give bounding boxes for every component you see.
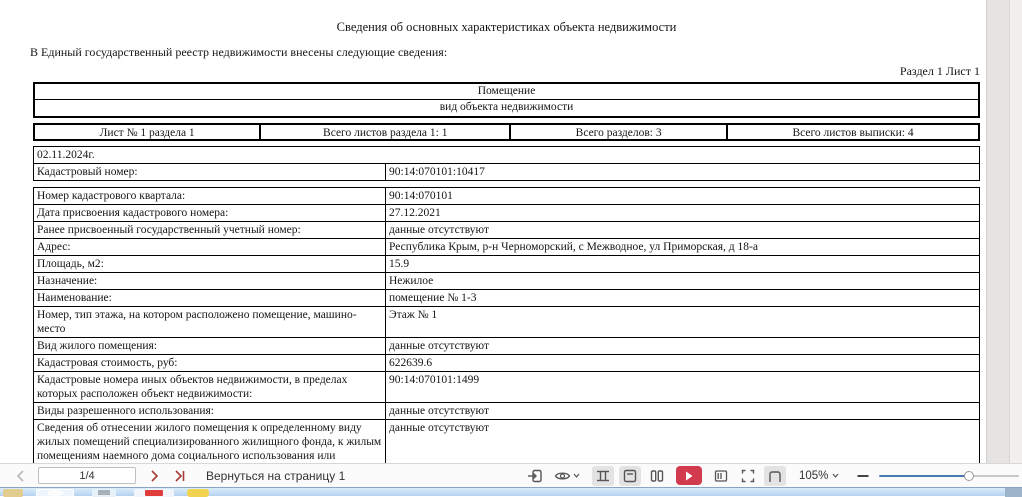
doc-title: Сведения об основных характеристиках объекта недвижимости xyxy=(336,20,677,34)
attribute-label: Виды разрешенного использования: xyxy=(34,403,386,419)
continuous-scroll-icon xyxy=(595,468,611,484)
presentation-play-button[interactable] xyxy=(676,466,702,485)
attribute-label: Сведения об отнесении жилого помещения к определенному виду жилых помещений специализированного жилищного фонда, к жилым помещениям наемного дома социального использования или xyxy=(34,420,386,478)
attribute-label: Номер кадастрового квартала: xyxy=(34,188,386,204)
zoom-slider-track-filled xyxy=(879,475,969,477)
table-row xyxy=(34,338,979,355)
document-scrollbar[interactable] xyxy=(1009,0,1022,463)
zoom-slider-thumb[interactable] xyxy=(964,471,974,481)
viewer-background xyxy=(986,0,1022,463)
single-page-view-button[interactable] xyxy=(619,466,641,486)
chevron-down-icon xyxy=(832,473,839,478)
section-sheet-label: Раздел 1 Лист 1 xyxy=(899,64,980,78)
fullscreen-icon xyxy=(740,468,756,484)
attribute-value: данные отсутствуют xyxy=(389,405,489,417)
play-icon xyxy=(685,471,693,481)
two-page-view-button[interactable] xyxy=(646,466,668,486)
attribute-label: Номер, тип этажа, на котором расположено помещение, машино-место xyxy=(34,307,386,337)
object-type-cell: Помещение xyxy=(35,84,978,100)
attribute-value: данные отсутствуют xyxy=(389,340,489,352)
attribute-value: 90:14:070101 xyxy=(389,190,453,202)
page-enter-icon xyxy=(527,468,543,484)
table-row xyxy=(34,273,979,290)
taskbar-icon[interactable] xyxy=(3,489,23,497)
table-row xyxy=(34,355,979,372)
sheet-info-table xyxy=(33,123,980,141)
sheet-info-cell: Всего разделов: 3 xyxy=(511,125,728,139)
attributes-table xyxy=(33,187,980,479)
chevron-last-icon xyxy=(174,470,186,482)
return-to-page-button[interactable]: Вернуться на страницу 1 xyxy=(206,468,346,483)
attribute-value: Этаж № 1 xyxy=(389,309,438,321)
sheet-info-cell: Лист № 1 раздела 1 xyxy=(35,125,261,139)
taskbar-right-segment xyxy=(1005,488,1022,497)
attribute-value: 90:14:070101:10417 xyxy=(389,166,485,178)
attribute-value: 15.9 xyxy=(389,258,410,270)
minus-icon xyxy=(857,474,869,478)
table-row xyxy=(34,256,979,273)
cadastral-number-box xyxy=(33,146,980,181)
taskbar-icon[interactable] xyxy=(187,489,209,497)
split-page-view-button[interactable] xyxy=(710,466,732,486)
attribute-label: Вид жилого помещения: xyxy=(34,338,386,354)
doc-intro: В Единый государственный реестр недвижимости внесены следующие сведения: xyxy=(30,45,448,59)
date-cell: 02.11.2024г. xyxy=(34,147,979,164)
attribute-label: Назначение: xyxy=(34,273,386,289)
sheet-info-cell: Всего листов раздела 1: 1 xyxy=(261,125,511,139)
zoom-out-button[interactable] xyxy=(854,466,872,486)
table-row xyxy=(34,239,979,256)
fit-frame-button[interactable] xyxy=(764,466,786,486)
chevron-right-icon xyxy=(150,470,159,482)
attribute-value: данные отсутствуют xyxy=(389,422,489,434)
attribute-value: данные отсутствуют xyxy=(389,224,489,236)
taskbar-icon xyxy=(47,490,63,496)
attribute-value: 90:14:070101:1499 xyxy=(389,374,480,386)
page-number-input[interactable] xyxy=(38,467,136,484)
fit-frame-icon xyxy=(767,468,783,484)
table-row xyxy=(34,372,979,403)
table-row xyxy=(34,164,979,180)
continuous-scroll-view-button[interactable] xyxy=(592,466,614,486)
attribute-label: Наименование: xyxy=(34,290,386,306)
chevron-down-icon xyxy=(573,473,580,478)
view-options-dropdown[interactable] xyxy=(551,466,583,486)
table-row xyxy=(34,290,979,307)
viewer-toolbar xyxy=(0,463,1022,487)
taskbar-icon xyxy=(145,490,163,496)
table-row xyxy=(34,403,979,420)
prev-page-button[interactable] xyxy=(10,466,30,486)
two-page-icon xyxy=(649,468,665,484)
attribute-label: Площадь, м2: xyxy=(34,256,386,272)
view-tools xyxy=(524,464,1019,487)
taskbar xyxy=(0,487,1022,496)
attribute-label: Ранее присвоенный государственный учетный номер: xyxy=(34,222,386,238)
attribute-value: 622639.6 xyxy=(389,357,433,369)
zoom-level-value: 105% xyxy=(799,469,829,482)
attribute-value: 27.12.2021 xyxy=(389,207,441,219)
attribute-value: Нежилое xyxy=(389,275,434,287)
table-row xyxy=(34,188,979,205)
single-page-icon xyxy=(622,468,638,484)
table-row xyxy=(34,205,979,222)
attribute-label: Дата присвоения кадастрового номера: xyxy=(34,205,386,221)
chevron-left-icon xyxy=(16,470,25,482)
object-type-table xyxy=(33,82,980,118)
zoom-level-dropdown[interactable] xyxy=(799,470,839,482)
page-enter-button[interactable] xyxy=(524,466,546,486)
attribute-label: Кадастровая стоимость, руб: xyxy=(34,355,386,371)
zoom-slider[interactable] xyxy=(879,466,1019,486)
next-page-button[interactable] xyxy=(144,466,164,486)
taskbar-icon xyxy=(98,490,110,495)
attribute-label: Кадастровые номера иных объектов недвижимости, в пределах которых расположен объект недвижимости: xyxy=(34,372,386,402)
zoom-slider-track xyxy=(969,475,1019,477)
attribute-value: помещение № 1-3 xyxy=(389,292,477,304)
attribute-value: Республика Крым, р-н Черноморский, с Межводное, ул Приморская, д 18-а xyxy=(389,241,758,253)
table-row xyxy=(34,307,979,338)
table-row xyxy=(34,222,979,239)
eye-icon xyxy=(554,469,571,483)
document-content xyxy=(30,0,980,479)
page-navigation xyxy=(10,464,345,487)
sheet-info-cell: Всего листов выписки: 4 xyxy=(792,127,914,139)
attribute-label: Кадастровый номер: xyxy=(34,164,386,180)
split-page-icon xyxy=(713,468,729,484)
attribute-label: Адрес: xyxy=(34,239,386,255)
last-page-button[interactable] xyxy=(170,466,190,486)
object-type-caption-cell: вид объекта недвижимости xyxy=(439,101,574,113)
fullscreen-button[interactable] xyxy=(737,466,759,486)
